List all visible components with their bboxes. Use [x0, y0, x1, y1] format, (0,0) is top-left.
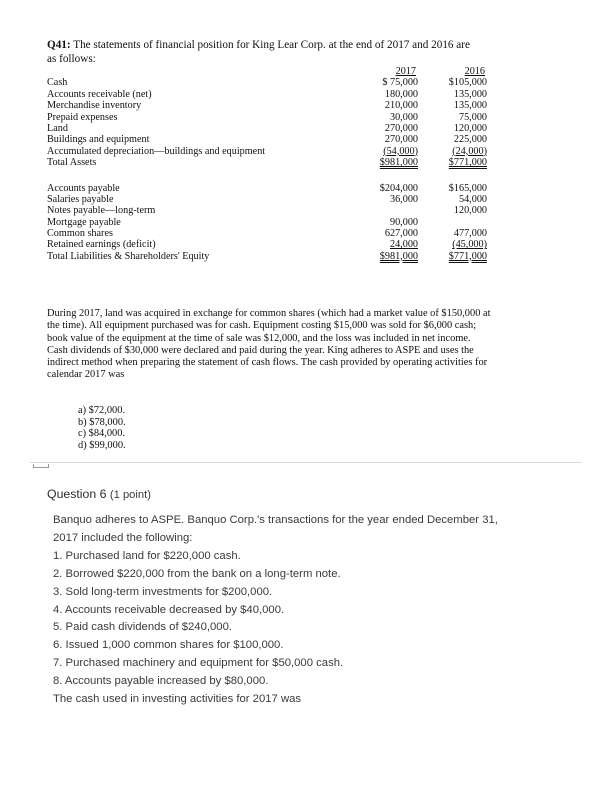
list-item: 1. Purchased land for $220,000 cash. [53, 549, 241, 562]
table-row [47, 89, 492, 100]
row-value-2016: 120,000 [453, 205, 487, 217]
table-row [47, 112, 492, 123]
list-item: 7. Purchased machinery and equipment for $50,000 cash. [53, 657, 344, 670]
row-value-2017: 627,000 [384, 228, 418, 240]
row-value-2016: $771,000 [448, 250, 487, 262]
q41-intro [47, 38, 477, 66]
divider-bracket-icon [33, 464, 49, 468]
answer-option-c[interactable]: c) $84,000. [78, 428, 126, 440]
q41-intro-text: The statements of financial position for King Lear Corp. at the end of 2017 and 2016 are as follows: [47, 39, 470, 65]
row-label: Total Liabilities & Shareholders' Equity [47, 250, 210, 262]
row-value-2017: 30,000 [389, 111, 418, 123]
list-item: 4. Accounts receivable decreased by $40,000. [53, 603, 285, 616]
question-6-prompt: The cash used in investing activities for 2017 was [53, 693, 302, 706]
row-value-2017: 90,000 [389, 216, 418, 228]
question-6-body [53, 512, 513, 709]
table-row-total [47, 251, 492, 262]
table-row [47, 217, 492, 228]
table-row [47, 194, 492, 205]
answer-option-d[interactable]: d) $99,000. [78, 440, 126, 452]
q41-description: During 2017, land was acquired in exchange for common shares (which had a market value of $150,000 at the time). All equipment purchased was for cash. Equipment costing $15,000 was sold for $6,000 cash; book value of the equipment at the time of sale was $12,000, and the loss was included in net income. Cash dividends of $30,000 were declared and paid during the year. King adheres to ASPE and uses the indirect method when preparing the statement of cash flows. The cash provided by operating activities for calendar 2017 was [47, 308, 491, 381]
row-label: Mortgage payable [47, 216, 121, 228]
row-value-2016: 120,000 [453, 122, 487, 134]
financial-position-table [47, 66, 492, 262]
list-item: 3. Sold long-term investments for $200,000. [53, 585, 273, 598]
answer-option-a[interactable]: a) $72,000. [78, 405, 126, 416]
row-label: Prepaid expenses [47, 111, 118, 123]
row-label: Land [47, 122, 68, 134]
table-row [47, 77, 492, 88]
row-value-2016: 75,000 [458, 111, 487, 123]
answer-option-b[interactable]: b) $78,000. [78, 416, 126, 428]
question-6-points: (1 point) [109, 489, 151, 501]
header-2017: 2017 [395, 66, 416, 77]
question-6-title: Question 6 [47, 487, 107, 501]
section-divider [30, 462, 582, 463]
table-row [47, 146, 492, 157]
row-value-2016: (45,000) [452, 239, 487, 251]
table-row [47, 123, 492, 134]
row-label: Common shares [47, 228, 113, 240]
row-value-2016: 135,000 [453, 88, 487, 100]
row-label: Accounts payable [47, 182, 120, 194]
row-value-2017: $981,000 [379, 157, 418, 169]
table-row [47, 183, 492, 194]
row-value-2017: 270,000 [384, 122, 418, 134]
row-label: Cash [47, 77, 68, 89]
row-value-2016: 225,000 [453, 134, 487, 146]
table-row [47, 239, 492, 250]
table-row-total [47, 157, 492, 168]
row-label: Merchandise inventory [47, 100, 142, 112]
list-item: 6. Issued 1,000 common shares for $100,000. [53, 639, 284, 652]
table-row [47, 205, 492, 216]
row-value-2017: $981,000 [379, 250, 418, 262]
row-label: Retained earnings (deficit) [47, 239, 156, 251]
row-value-2016: 135,000 [453, 100, 487, 112]
row-value-2016: 477,000 [453, 228, 487, 240]
row-value-2017: 270,000 [384, 134, 418, 146]
table-row [47, 228, 492, 239]
header-2016: 2016 [464, 66, 485, 77]
row-value-2017: 36,000 [389, 193, 418, 205]
table-row [47, 134, 492, 145]
list-item: 8. Accounts payable increased by $80,000. [53, 675, 269, 688]
row-value-2017: 24,000 [389, 239, 418, 251]
row-value-2017: $204,000 [379, 182, 418, 194]
section-gap [47, 169, 492, 183]
row-value-2016: $105,000 [448, 77, 487, 89]
table-row [47, 100, 492, 111]
row-value-2017: (54,000) [383, 145, 418, 157]
question-6-intro: Banquo adheres to ASPE. Banquo Corp.'s transactions for the year ended December 31, 2017 included the following: [53, 514, 498, 544]
q41-options [78, 405, 126, 452]
row-value-2017: 210,000 [384, 100, 418, 112]
row-label: Accumulated depreciation—buildings and equipment [47, 145, 266, 157]
row-value-2017: $ 75,000 [382, 77, 418, 89]
list-item: 5. Paid cash dividends of $240,000. [53, 621, 232, 634]
row-value-2016: 54,000 [458, 193, 487, 205]
row-value-2016: $771,000 [448, 157, 487, 169]
row-label: Accounts receivable (net) [47, 88, 152, 100]
row-label: Buildings and equipment [47, 134, 150, 146]
row-label: Notes payable—long-term [47, 205, 156, 217]
row-value-2017: 180,000 [384, 88, 418, 100]
row-label: Salaries payable [47, 193, 114, 205]
row-label: Total Assets [47, 157, 97, 169]
q41-number: Q41: [47, 39, 71, 51]
row-value-2016: (24,000) [452, 145, 487, 157]
question-6-heading [47, 487, 151, 501]
row-value-2016: $165,000 [448, 182, 487, 194]
list-item: 2. Borrowed $220,000 from the bank on a long-term note. [53, 567, 341, 580]
table-header-row [47, 66, 492, 77]
